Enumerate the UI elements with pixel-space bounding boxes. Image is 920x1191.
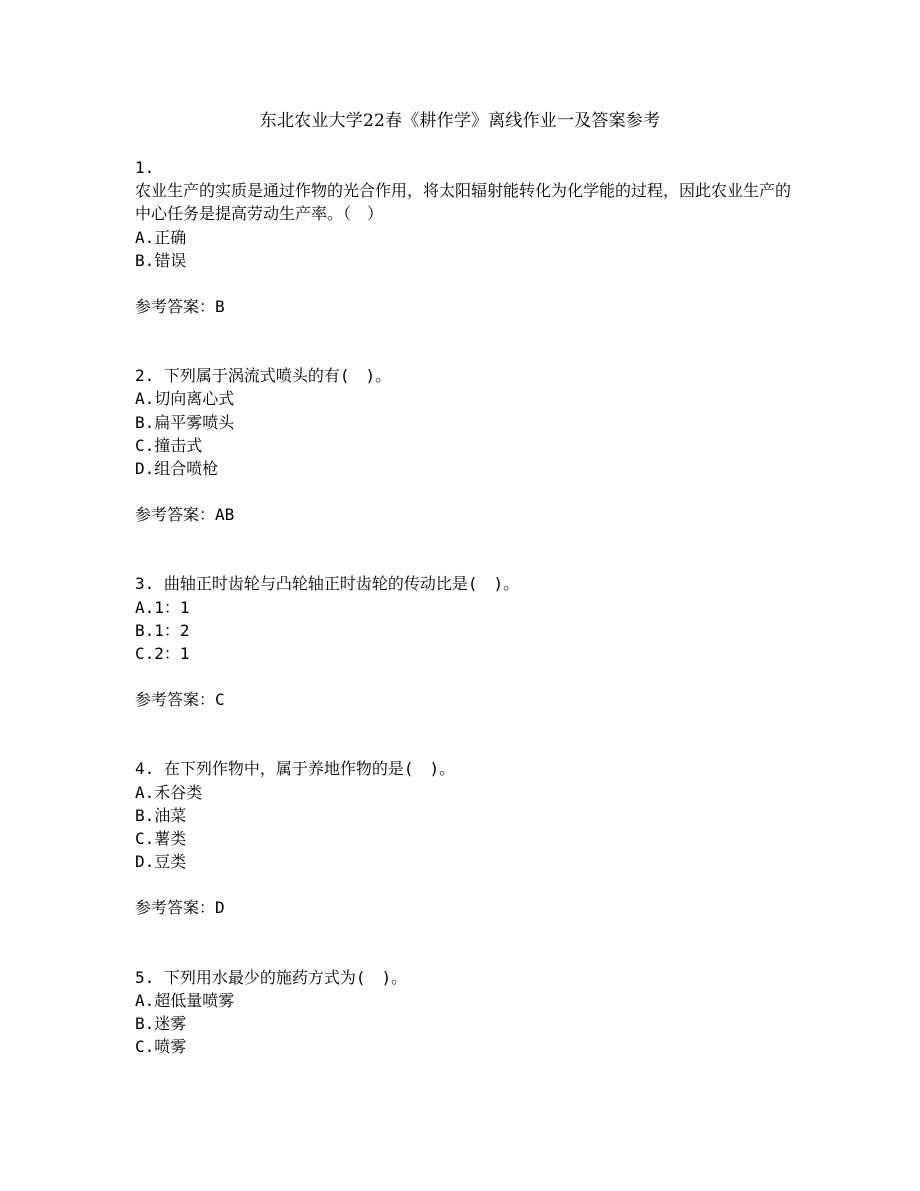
question-number: 3. [135, 574, 155, 594]
option-a: A.禾谷类 [135, 782, 203, 802]
answer-value: B [215, 297, 225, 317]
question-1 [135, 156, 795, 318]
question-stem: 农业生产的实质是通过作物的光合作用，将太阳辐射能转化为化学能的过程，因此农业生产的中心任务是提高劳动生产率。（ ） [135, 181, 792, 224]
question-number: 2. [135, 366, 155, 386]
option-d: D.豆类 [135, 852, 187, 872]
question-5 [135, 966, 795, 1059]
question-list [135, 156, 795, 1058]
question-header [135, 572, 795, 595]
option-c: C.薯类 [135, 829, 187, 849]
question-stem: 曲轴正时齿轮与凸轮轴正时齿轮的传动比是( )。 [163, 574, 520, 594]
question-number: 4. [135, 759, 155, 779]
option-b: B.扁平雾喷头 [135, 412, 235, 432]
question-stem: 在下列作物中，属于养地作物的是( )。 [163, 759, 456, 779]
option-a: A.超低量喷雾 [135, 990, 235, 1010]
option-c: C.喷雾 [135, 1037, 187, 1057]
option-b: B.油菜 [135, 805, 187, 825]
option-a: A.1：1 [135, 597, 190, 617]
answer-value: D [215, 898, 225, 918]
answer-line [135, 503, 795, 526]
option-b: B.1：2 [135, 620, 190, 640]
answer-label: 参考答案： [135, 898, 216, 918]
option-d: D.组合喷枪 [135, 459, 219, 479]
answer-line [135, 295, 795, 318]
question-header [135, 966, 795, 989]
question-4 [135, 757, 795, 919]
option-a: A.切向离心式 [135, 389, 235, 409]
question-3 [135, 572, 795, 711]
question-stem: 下列用水最少的施药方式为( )。 [163, 967, 408, 987]
question-header [135, 364, 795, 387]
answer-value: C [215, 690, 225, 710]
option-b: B.错误 [135, 250, 187, 270]
option-c: C.2：1 [135, 644, 190, 664]
answer-line [135, 896, 795, 919]
answer-line [135, 688, 795, 711]
question-number: 1. [135, 158, 155, 177]
answer-value: AB [215, 505, 235, 525]
answer-label: 参考答案： [135, 505, 216, 525]
answer-label: 参考答案： [135, 690, 216, 710]
document-title: 东北农业大学22春《耕作学》离线作业一及答案参考 [259, 111, 661, 131]
question-header [135, 757, 795, 780]
question-2 [135, 364, 795, 526]
question-number: 5. [135, 967, 155, 987]
question-stem: 下列属于涡流式喷头的有( )。 [163, 366, 392, 386]
option-a: A.正确 [135, 227, 187, 247]
option-c: C.撞击式 [135, 435, 203, 455]
answer-label: 参考答案： [135, 297, 216, 317]
option-b: B.迷雾 [135, 1014, 187, 1034]
